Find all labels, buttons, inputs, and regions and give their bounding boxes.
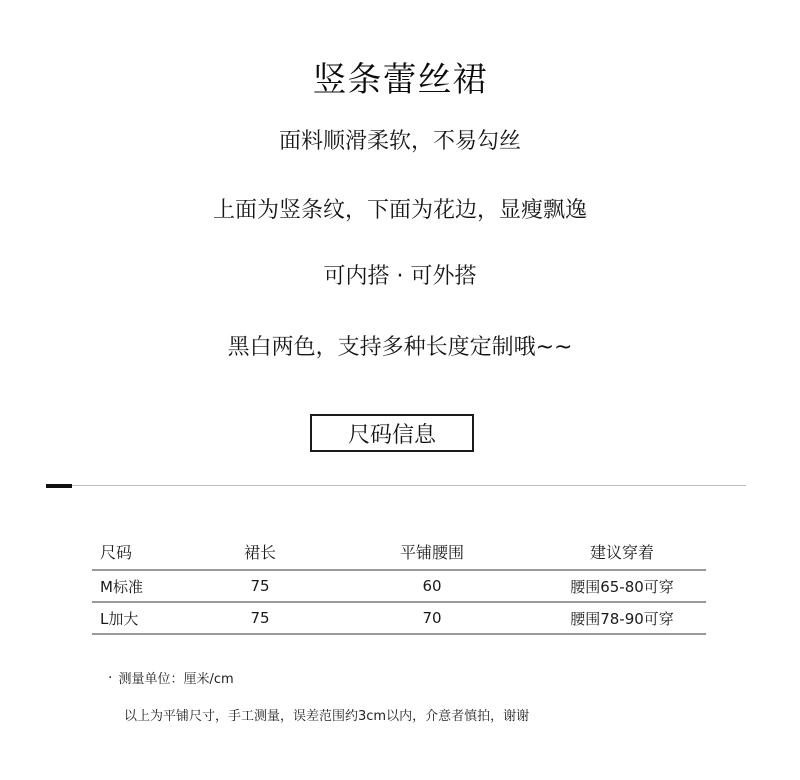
cell-size: M标准	[100, 577, 143, 596]
header-waist: 平铺腰围	[399, 542, 464, 562]
table-row	[92, 603, 706, 635]
feature-styling: 可内搭 · 可外搭	[323, 264, 477, 289]
section-divider	[46, 485, 746, 486]
feature-design: 上面为竖条纹，下面为花边，显瘦飘逸	[212, 198, 587, 223]
measurement-notes	[108, 668, 529, 724]
note-unit: 测量单位：厘米/cm	[118, 672, 234, 687]
table-header-row	[92, 533, 706, 571]
cell-recommendation: 腰围65-80可穿	[570, 577, 674, 596]
note-unit-line	[108, 668, 529, 687]
cell-length: 75	[250, 609, 270, 627]
size-table	[92, 533, 706, 635]
table-row	[92, 571, 706, 603]
cell-length: 75	[250, 577, 270, 595]
cell-waist: 70	[422, 609, 442, 627]
section-divider-accent	[46, 484, 72, 488]
header-length: 裙长	[243, 542, 276, 562]
cell-recommendation: 腰围78-90可穿	[570, 609, 674, 628]
header-recommendation: 建议穿着	[589, 542, 654, 562]
feature-colors: 黑白两色，支持多种长度定制哦~~	[227, 335, 573, 360]
bullet-icon: ·	[108, 669, 113, 686]
product-title: 竖条蕾丝裙	[312, 60, 488, 100]
header-size: 尺码	[100, 542, 133, 562]
size-info-heading: 尺码信息	[310, 414, 474, 452]
cell-size: L加大	[100, 609, 139, 628]
feature-fabric: 面料顺滑柔软，不易勾丝	[278, 129, 521, 154]
cell-waist: 60	[422, 577, 442, 595]
note-disclaimer: 以上为平铺尺寸，手工测量，误差范围约3cm以内，介意者慎拍，谢谢	[124, 709, 530, 724]
